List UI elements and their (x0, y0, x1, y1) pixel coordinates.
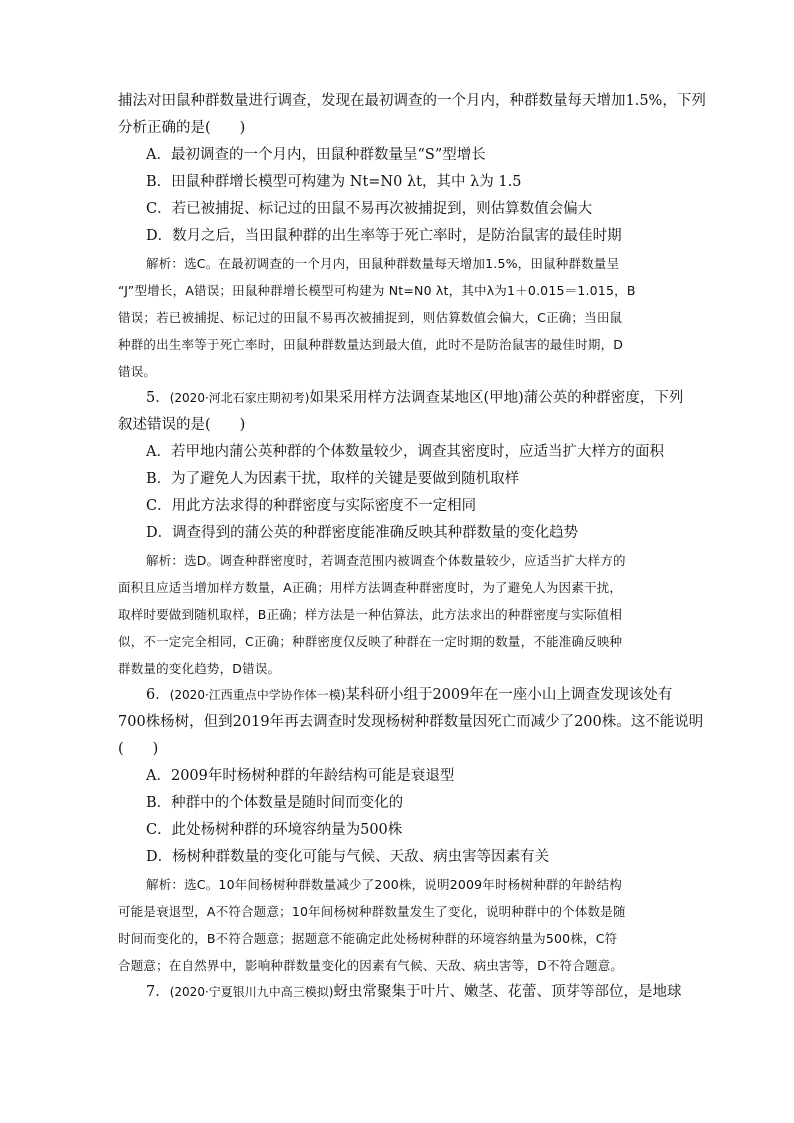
q5-stem-line-2: 叙述错误的是( ) (118, 417, 246, 433)
q5-option-d: D．调查得到的蒲公英的种群密度能准确反映其种群数量的变化趋势 (146, 525, 579, 541)
q6-option-d: D．杨树种群数量的变化可能与气候、天敌、病虫害等因素有关 (146, 849, 550, 865)
q5-analysis-line-5: 群数量的变化趋势，D错误。 (118, 661, 281, 676)
q5-stem-first: 如果采用样方法调查某地区(甲地)蒲公英的种群密度，下列 (309, 390, 684, 406)
q6-stem-first: 某科研小组于2009年在一座小山上调查发现该处有 (345, 687, 673, 703)
q4-analysis-line-5: 错误。 (118, 364, 157, 379)
q4-option-a: A．最初调查的一个月内，田鼠种群数量呈“S”型增长 (146, 147, 486, 163)
q5-analysis-line-2: 面积且应适当增加样方数量，A正确；用样方法调查种群密度时，为了避免人为因素干扰， (118, 580, 623, 595)
q5-option-b: B．为了避免人为因素干扰，取样的关键是要做到随机取样 (146, 471, 520, 487)
q4-stem-line-1: 捕法对田鼠种群数量进行调查，发现在最初调查的一个月内，种群数量每天增加1.5%，下列 (118, 93, 706, 109)
q5-stem-line-1 (118, 385, 684, 412)
q6-stem-line-2: 700株杨树，但到2019年再去调查时发现杨树种群数量因死亡而减少了200株。这不能说明 (118, 714, 704, 730)
q4-analysis-line-2: “J”型增长，A错误；田鼠种群增长模型可构建为 Nt=N0 λt，其中λ为1＋0.015＝1.015，B (118, 283, 636, 298)
q5-option-a: A．若甲地内蒲公英种群的个体数量较少，调查其密度时，应适当扩大样方的面积 (146, 444, 664, 460)
q7-number: 7． (146, 984, 170, 1000)
q5-analysis-line-1: 解析：选D。调查种群密度时，若调查范围内被调查个体数量较少，应适当扩大样方的 (146, 553, 626, 568)
q5-number: 5． (146, 390, 170, 406)
q6-source: (2020·江西重点中学协作体一模) (169, 688, 346, 702)
q7-stem-line-1 (118, 979, 682, 1006)
q6-analysis-line-3: 时间而变化的，B不符合题意；据题意不能确定此处杨树种群的环境容纳量为500株，C符 (118, 931, 618, 946)
q6-number: 6． (146, 687, 170, 703)
q4-stem-line-2: 分析正确的是( ) (118, 120, 246, 136)
q6-stem-line-3: ( ) (118, 741, 159, 757)
q6-option-c: C．此处杨树种群的环境容纳量为500株 (146, 822, 403, 838)
q7-stem-first: 蚜虫常聚集于叶片、嫩茎、花蕾、顶芽等部位，是地球 (333, 984, 682, 1000)
q4-analysis-line-4: 种群的出生率等于死亡率时，田鼠种群数量达到最大值，此时不是防治鼠害的最佳时期，D (118, 337, 624, 352)
q4-option-b: B．田鼠种群增长模型可构建为 Nt=N0 λt，其中 λ为 1.5 (146, 174, 522, 190)
q4-option-c: C．若已被捕捉、标记过的田鼠不易再次被捕捉到，则估算数值会偏大 (146, 201, 593, 217)
q6-analysis-line-4: 合题意；在自然界中，影响种群数量变化的因素有气候、天敌、病虫害等，D不符合题意。 (118, 958, 624, 973)
q6-stem-line-1 (118, 682, 678, 709)
q5-source: (2020·河北石家庄期初考) (169, 391, 310, 405)
q6-option-a: A．2009年时杨树种群的年龄结构可能是衰退型 (146, 768, 455, 784)
q6-analysis-line-2: 可能是衰退型，A不符合题意；10年间杨树种群数量发生了变化，说明种群中的个体数是随 (118, 904, 626, 919)
q5-option-c: C．用此方法求得的种群密度与实际密度不一定相同 (146, 498, 477, 514)
q4-analysis-line-3: 错误；若已被捕捉、标记过的田鼠不易再次被捕捉到，则估算数值会偏大，C正确；当田鼠 (118, 310, 623, 325)
q6-option-b: B．种群中的个体数量是随时间而变化的 (146, 795, 404, 811)
q4-option-d: D．数月之后，当田鼠种群的出生率等于死亡率时，是防治鼠害的最佳时期 (146, 228, 622, 244)
q5-analysis-line-4: 似，不一定完全相同，C正确；种群密度仅反映了种群在一定时期的数量，不能准确反映种 (118, 634, 623, 649)
q5-analysis-line-3: 取样时要做到随机取样，B正确；样方法是一种估算法，此方法求出的种群密度与实际值相 (118, 607, 623, 622)
q7-source: (2020·宁夏银川九中高三模拟) (169, 985, 334, 999)
q6-analysis-line-1: 解析：选C。10年间杨树种群数量减少了200株，说明2009年时杨树种群的年龄结构 (146, 877, 623, 892)
document-body (118, 88, 706, 1006)
q4-analysis-line-1: 解析：选C。在最初调查的一个月内，田鼠种群数量每天增加1.5%，田鼠种群数量呈 (146, 256, 620, 271)
